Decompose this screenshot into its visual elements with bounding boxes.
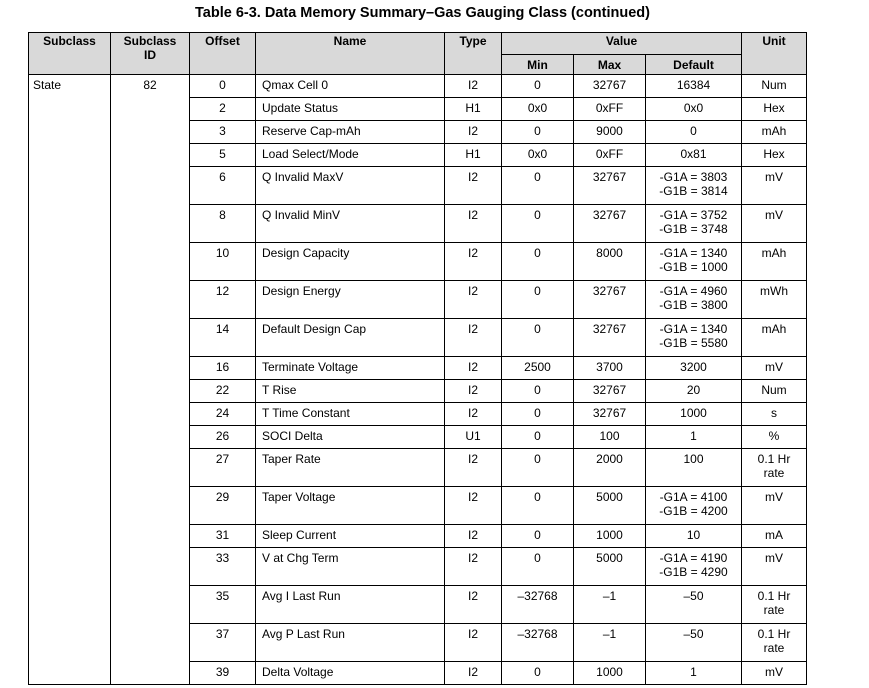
cell-min: 0	[502, 426, 574, 449]
cell-type: I2	[445, 449, 502, 487]
cell-unit: Num	[742, 75, 807, 98]
cell-max: 0xFF	[574, 144, 646, 167]
cell-name: Terminate Voltage	[256, 357, 445, 380]
cell-type: H1	[445, 98, 502, 121]
cell-unit: Hex	[742, 144, 807, 167]
cell-default: –50	[646, 624, 742, 662]
cell-max: –1	[574, 624, 646, 662]
cell-offset: 10	[190, 243, 256, 281]
cell-min: 0	[502, 487, 574, 525]
cell-max: –1	[574, 586, 646, 624]
cell-offset: 33	[190, 548, 256, 586]
cell-min: 0	[502, 281, 574, 319]
cell-min: 0	[502, 167, 574, 205]
col-header-value: Value	[502, 33, 742, 55]
cell-min: 2500	[502, 357, 574, 380]
cell-max: 32767	[574, 380, 646, 403]
cell-type: I2	[445, 380, 502, 403]
cell-name: Avg I Last Run	[256, 586, 445, 624]
cell-name: Taper Rate	[256, 449, 445, 487]
cell-type: I2	[445, 167, 502, 205]
cell-offset: 22	[190, 380, 256, 403]
cell-type: I2	[445, 548, 502, 586]
cell-unit: mV	[742, 487, 807, 525]
cell-offset: 0	[190, 75, 256, 98]
cell-default: 0x81	[646, 144, 742, 167]
cell-min: 0	[502, 205, 574, 243]
cell-min: 0	[502, 449, 574, 487]
table-title: Table 6-3. Data Memory Summary–Gas Gauging Class (continued)	[195, 5, 650, 21]
cell-unit: mV	[742, 548, 807, 586]
cell-default: 100	[646, 449, 742, 487]
cell-name: Avg P Last Run	[256, 624, 445, 662]
cell-name: Design Energy	[256, 281, 445, 319]
cell-default: -G1A = 1340 -G1B = 5580	[646, 319, 742, 357]
cell-offset: 16	[190, 357, 256, 380]
cell-type: I2	[445, 121, 502, 144]
cell-max: 0xFF	[574, 98, 646, 121]
cell-default: 0x0	[646, 98, 742, 121]
cell-offset: 24	[190, 403, 256, 426]
cell-type: I2	[445, 662, 502, 685]
cell-subclass-id: 82	[111, 75, 190, 685]
col-header-subclass: Subclass	[29, 33, 111, 75]
cell-unit: %	[742, 426, 807, 449]
cell-min: –32768	[502, 624, 574, 662]
table-header	[29, 33, 807, 75]
cell-unit: 0.1 Hr rate	[742, 624, 807, 662]
cell-name: Load Select/Mode	[256, 144, 445, 167]
cell-offset: 12	[190, 281, 256, 319]
cell-offset: 14	[190, 319, 256, 357]
cell-unit: 0.1 Hr rate	[742, 449, 807, 487]
cell-type: I2	[445, 525, 502, 548]
cell-unit: mV	[742, 662, 807, 685]
col-header-min: Min	[502, 55, 574, 75]
cell-unit: mWh	[742, 281, 807, 319]
cell-max: 9000	[574, 121, 646, 144]
cell-type: H1	[445, 144, 502, 167]
cell-default: 16384	[646, 75, 742, 98]
cell-max: 32767	[574, 167, 646, 205]
cell-max: 2000	[574, 449, 646, 487]
cell-name: Q Invalid MaxV	[256, 167, 445, 205]
cell-type: I2	[445, 487, 502, 525]
cell-max: 1000	[574, 525, 646, 548]
cell-default: 1	[646, 426, 742, 449]
col-header-unit: Unit	[742, 33, 807, 75]
cell-offset: 37	[190, 624, 256, 662]
cell-min: 0	[502, 380, 574, 403]
cell-max: 1000	[574, 662, 646, 685]
cell-unit: mAh	[742, 121, 807, 144]
cell-default: -G1A = 4100 -G1B = 4200	[646, 487, 742, 525]
cell-name: Update Status	[256, 98, 445, 121]
cell-name: Reserve Cap-mAh	[256, 121, 445, 144]
cell-offset: 2	[190, 98, 256, 121]
cell-min: 0	[502, 319, 574, 357]
cell-unit: mV	[742, 167, 807, 205]
cell-max: 32767	[574, 281, 646, 319]
cell-max: 100	[574, 426, 646, 449]
cell-unit: mV	[742, 357, 807, 380]
cell-default: -G1A = 4190 -G1B = 4290	[646, 548, 742, 586]
cell-name: T Time Constant	[256, 403, 445, 426]
cell-offset: 26	[190, 426, 256, 449]
cell-unit: Hex	[742, 98, 807, 121]
cell-default: 10	[646, 525, 742, 548]
cell-type: I2	[445, 243, 502, 281]
cell-offset: 27	[190, 449, 256, 487]
cell-default: -G1A = 3752 -G1B = 3748	[646, 205, 742, 243]
cell-name: Design Capacity	[256, 243, 445, 281]
table-row	[29, 75, 807, 98]
cell-name: Sleep Current	[256, 525, 445, 548]
cell-max: 32767	[574, 205, 646, 243]
cell-default: 20	[646, 380, 742, 403]
cell-max: 32767	[574, 75, 646, 98]
cell-default: -G1A = 1340 -G1B = 1000	[646, 243, 742, 281]
cell-offset: 39	[190, 662, 256, 685]
cell-min: 0	[502, 525, 574, 548]
cell-unit: 0.1 Hr rate	[742, 586, 807, 624]
cell-min: 0	[502, 403, 574, 426]
cell-type: I2	[445, 281, 502, 319]
cell-max: 3700	[574, 357, 646, 380]
cell-name: Qmax Cell 0	[256, 75, 445, 98]
cell-type: I2	[445, 624, 502, 662]
data-memory-table	[28, 32, 807, 685]
cell-type: U1	[445, 426, 502, 449]
cell-min: 0	[502, 75, 574, 98]
cell-name: Q Invalid MinV	[256, 205, 445, 243]
cell-default: 1000	[646, 403, 742, 426]
cell-name: SOCI Delta	[256, 426, 445, 449]
cell-default: 1	[646, 662, 742, 685]
cell-unit: mAh	[742, 243, 807, 281]
cell-max: 5000	[574, 487, 646, 525]
cell-min: 0	[502, 548, 574, 586]
col-header-subclass-id: Subclass ID	[111, 33, 190, 75]
cell-unit: mV	[742, 205, 807, 243]
cell-min: 0	[502, 662, 574, 685]
cell-default: 3200	[646, 357, 742, 380]
cell-default: -G1A = 4960 -G1B = 3800	[646, 281, 742, 319]
cell-unit: s	[742, 403, 807, 426]
cell-name: Taper Voltage	[256, 487, 445, 525]
cell-default: –50	[646, 586, 742, 624]
col-header-offset: Offset	[190, 33, 256, 75]
cell-min: 0	[502, 121, 574, 144]
cell-name: Delta Voltage	[256, 662, 445, 685]
cell-offset: 8	[190, 205, 256, 243]
cell-offset: 35	[190, 586, 256, 624]
cell-min: 0x0	[502, 144, 574, 167]
cell-default: 0	[646, 121, 742, 144]
cell-type: I2	[445, 357, 502, 380]
col-header-max: Max	[574, 55, 646, 75]
cell-offset: 29	[190, 487, 256, 525]
col-header-default: Default	[646, 55, 742, 75]
table-body	[29, 75, 807, 685]
cell-type: I2	[445, 205, 502, 243]
cell-type: I2	[445, 75, 502, 98]
cell-offset: 5	[190, 144, 256, 167]
cell-offset: 3	[190, 121, 256, 144]
cell-subclass: State	[29, 75, 111, 685]
cell-name: Default Design Cap	[256, 319, 445, 357]
cell-max: 8000	[574, 243, 646, 281]
cell-max: 32767	[574, 403, 646, 426]
cell-max: 32767	[574, 319, 646, 357]
col-header-type: Type	[445, 33, 502, 75]
cell-type: I2	[445, 403, 502, 426]
cell-unit: mAh	[742, 319, 807, 357]
cell-offset: 31	[190, 525, 256, 548]
cell-default: -G1A = 3803 -G1B = 3814	[646, 167, 742, 205]
cell-unit: mA	[742, 525, 807, 548]
cell-name: T Rise	[256, 380, 445, 403]
cell-max: 5000	[574, 548, 646, 586]
cell-offset: 6	[190, 167, 256, 205]
cell-min: 0x0	[502, 98, 574, 121]
cell-unit: Num	[742, 380, 807, 403]
cell-type: I2	[445, 586, 502, 624]
cell-min: –32768	[502, 586, 574, 624]
cell-min: 0	[502, 243, 574, 281]
cell-type: I2	[445, 319, 502, 357]
cell-name: V at Chg Term	[256, 548, 445, 586]
col-header-name: Name	[256, 33, 445, 75]
